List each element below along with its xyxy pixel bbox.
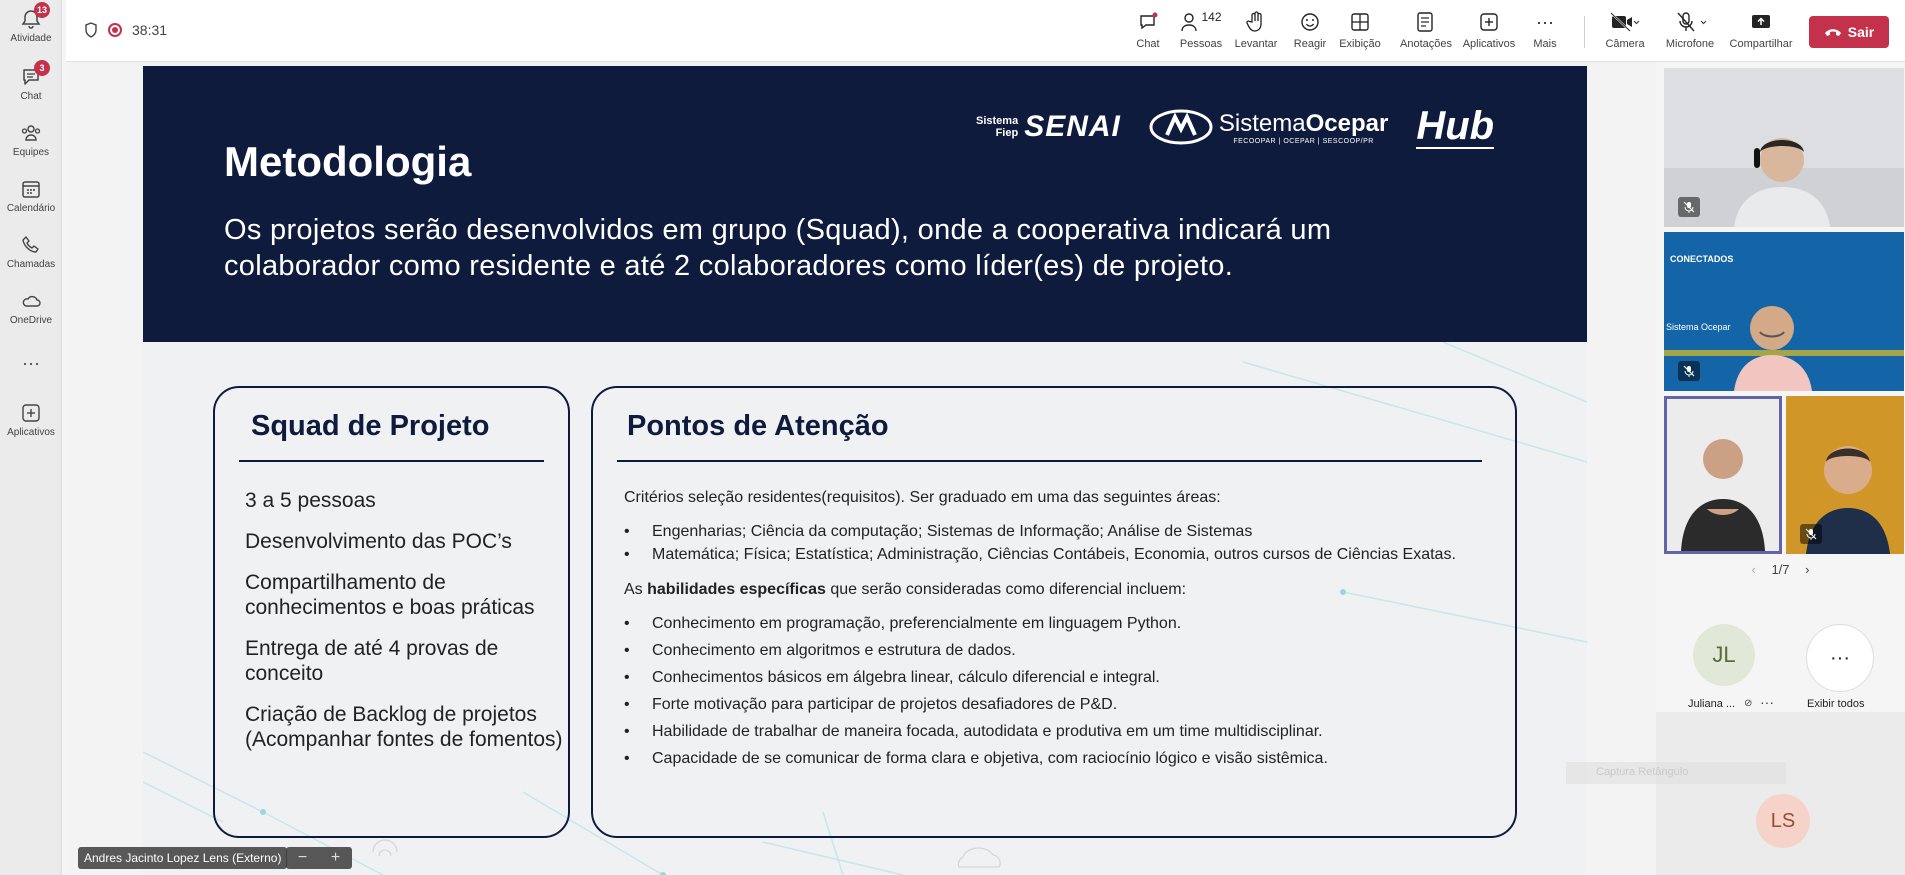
raise-label: Levantar: [1234, 38, 1278, 50]
camera-label: Câmera: [1605, 38, 1645, 50]
skills-post: que serão consideradas como diferencial incluem:: [825, 581, 1187, 598]
rail-item-teams[interactable]: [0, 122, 62, 158]
react-button[interactable]: [1290, 10, 1330, 50]
apps-button[interactable]: [1462, 10, 1516, 50]
notes-button[interactable]: [1400, 10, 1450, 50]
areas-list: [624, 522, 1504, 563]
shared-screen: [66, 62, 1656, 875]
senai-logo: [976, 110, 1121, 144]
rail-label: Aplicativos: [7, 427, 55, 438]
toolbar-divider: [1584, 16, 1585, 48]
calendar-icon: [20, 178, 42, 200]
presenter-name-tag: Andres Jacinto Lopez Lens (Externo): [78, 847, 287, 869]
view-button[interactable]: [1338, 10, 1382, 50]
chevron-left-icon[interactable]: ‹: [1751, 562, 1756, 577]
participant-avatar[interactable]: JL: [1693, 624, 1755, 686]
chevron-right-icon[interactable]: ›: [1805, 562, 1810, 577]
ocepar-logo: [1149, 105, 1388, 149]
more-icon: ···: [1830, 646, 1850, 669]
share-button[interactable]: [1728, 10, 1794, 50]
ocepar-word-2: Ocepar: [1305, 109, 1389, 137]
zoom-out-icon[interactable]: −: [297, 849, 308, 866]
shield-icon: [84, 22, 98, 38]
list-item: Criação de Backlog de projetos (Acompanhar fontes de fomentos): [245, 703, 563, 751]
rail-label: OneDrive: [9, 315, 53, 326]
rail-item-activity[interactable]: [0, 5, 62, 44]
more-icon[interactable]: ···: [1760, 694, 1774, 710]
participant-video-active[interactable]: [1664, 396, 1782, 554]
list-item: 3 a 5 pessoas: [245, 489, 376, 512]
chat-icon: [1128, 10, 1168, 34]
chat-badge: 3: [34, 60, 50, 76]
rail-item-onedrive[interactable]: [0, 290, 62, 326]
bell-icon: [20, 5, 47, 30]
camera-button[interactable]: [1600, 10, 1650, 50]
chat-button[interactable]: [1128, 10, 1168, 50]
attention-card: [591, 386, 1517, 838]
raise-hand-button[interactable]: [1230, 10, 1282, 50]
leave-label: Sair: [1847, 24, 1875, 40]
skills-pre: As: [624, 581, 648, 598]
attention-body: [624, 488, 1504, 782]
list-item: • Conhecimento em algoritmos e estrutura de dados.: [624, 641, 1504, 660]
list-item: Desenvolvimento das POC’s: [245, 530, 512, 553]
banner-text: CONECTADOS: [1670, 254, 1734, 264]
participant-video[interactable]: [1664, 68, 1904, 227]
list-item: • Capacidade de se comunicar de forma clara e objetiva, com raciocínio lógico e visão sistêmica.: [624, 749, 1504, 768]
senai-logo-line: Fiep: [995, 127, 1019, 139]
senai-logo-word: SENAI: [1024, 110, 1121, 143]
mic-off-icon: [1678, 197, 1700, 217]
rail-item-chat[interactable]: [0, 63, 62, 102]
participant-video[interactable]: [1664, 232, 1904, 391]
list-item: • Habilidade de trabalhar de maneira focada, autodidata e produtiva em um time multidisciplinar.: [624, 722, 1504, 741]
skills-intro: [624, 580, 1504, 600]
app-rail: [0, 0, 62, 875]
partner-logos: [976, 102, 1494, 152]
list-item: Entrega de até 4 provas de conceito: [245, 637, 499, 685]
zoom-in-icon[interactable]: +: [330, 849, 341, 866]
timer-text: 38:31: [132, 22, 168, 38]
hub-logo: Hub: [1416, 104, 1495, 148]
hangup-icon: [1824, 27, 1842, 37]
participant-video[interactable]: [1786, 396, 1904, 554]
mic-off-icon: [1660, 10, 1720, 34]
list-item: • Engenharias; Ciência da computação; Sistemas de Informação; Análise de Sistemas: [624, 522, 1504, 541]
senai-logo-line: Sistema: [976, 115, 1019, 127]
rail-item-calls[interactable]: [0, 234, 62, 270]
mic-button[interactable]: [1660, 10, 1720, 50]
mic-off-icon: ⊘: [1744, 698, 1753, 709]
activity-badge: 13: [34, 2, 50, 18]
rail-item-apps[interactable]: [0, 402, 62, 438]
people-button[interactable]: [1176, 10, 1226, 50]
teams-icon: [20, 122, 42, 144]
person-silhouette-icon: [1664, 232, 1904, 391]
list-item: Compartilhamento de conhecimentos e boas práticas: [245, 571, 535, 619]
squad-divider: [239, 460, 544, 462]
attention-divider: [617, 460, 1482, 462]
people-icon: [1176, 10, 1226, 34]
show-all-label: Exibir todos: [1807, 698, 1865, 710]
mic-off-icon: [1678, 361, 1700, 381]
more-label: Mais: [1533, 38, 1557, 50]
skills-list: [624, 614, 1504, 768]
people-label: Pessoas: [1179, 38, 1223, 50]
criteria-text: Critérios seleção residentes(requisitos). Ser graduado em uma das seguintes áreas:: [624, 489, 1221, 506]
skills-bold: habilidades específicas: [647, 581, 826, 598]
grid-icon: [1338, 10, 1382, 34]
add-icon: [20, 402, 42, 424]
squad-list: [245, 488, 565, 768]
phone-icon: [20, 234, 42, 256]
leave-button[interactable]: [1809, 16, 1889, 48]
mic-label: Microfone: [1665, 38, 1715, 50]
person-silhouette-icon: [1667, 399, 1779, 551]
ghost-tooltip: Captura Retângulo: [1566, 762, 1786, 784]
camera-off-icon: [1600, 10, 1650, 34]
slide-title: Metodologia: [224, 138, 472, 185]
chat-label: Chat: [1136, 38, 1160, 50]
participants-panel: [1596, 62, 1905, 875]
list-item: • Matemática; Física; Estatística; Administração, Ciências Contábeis, Economia, outros cursos de Ciências Exatas.: [624, 549, 1504, 560]
rail-item-more[interactable]: [0, 352, 62, 374]
react-label: Reagir: [1293, 38, 1327, 50]
notes-label: Anotações: [1400, 38, 1452, 50]
rail-label: Equipes: [12, 147, 50, 158]
attention-title: Pontos de Atenção: [627, 410, 889, 442]
list-item: • Conhecimento em programação, preferencialmente em linguagem Python.: [624, 614, 1504, 633]
share-label: Compartilhar: [1729, 38, 1793, 50]
rail-label: Chat: [20, 91, 42, 102]
banner-logo: Sistema Ocepar: [1666, 322, 1731, 332]
hand-icon: [1230, 10, 1282, 34]
ocepar-tagline: FECOOPAR | OCEPAR | SESCOOP/PR: [1233, 137, 1374, 145]
participant-avatar: LS: [1756, 794, 1810, 848]
rail-item-calendar[interactable]: [0, 178, 62, 214]
ocepar-word-1: Sistema: [1218, 109, 1306, 137]
slide-subtitle: Os projetos serão desenvolvidos em grupo (Squad), onde a cooperativa indicará um colaborador como residente e até 2 colaboradores como líder(es) de projeto.: [224, 214, 1332, 282]
participant-tile[interactable]: [1596, 712, 1905, 875]
rail-label: Atividade: [10, 33, 52, 44]
add-icon: [1462, 10, 1516, 34]
chat-icon: [20, 63, 45, 88]
more-button[interactable]: [1530, 10, 1560, 50]
list-item: • Conhecimentos básicos em álgebra linear, cálculo diferencial e integral.: [624, 668, 1504, 687]
recording-icon: [108, 23, 122, 37]
presentation-slide: [143, 66, 1587, 875]
more-icon: ···: [22, 353, 40, 373]
slide-header: [143, 66, 1587, 342]
notes-icon: [1400, 10, 1450, 34]
rail-label: Calendário: [6, 203, 56, 214]
list-item: • Forte motivação para participar de projetos desafiadores de P&D.: [624, 695, 1504, 714]
smile-icon: [1290, 10, 1330, 34]
more-icon: ···: [1536, 11, 1554, 32]
show-all-button[interactable]: [1806, 624, 1874, 692]
people-count: 142: [1201, 10, 1222, 24]
squad-card: [213, 386, 570, 838]
rail-label: Chamadas: [6, 259, 56, 270]
zoom-controls: [286, 847, 352, 869]
page-indicator: 1/7: [1771, 562, 1790, 577]
person-silhouette-icon: [1664, 68, 1904, 227]
squad-title: Squad de Projeto: [251, 410, 490, 442]
participant-name: Juliana ...: [1688, 698, 1736, 710]
cloud-icon: [20, 290, 42, 312]
meeting-toolbar: [66, 0, 1905, 62]
view-label: Exibição: [1339, 38, 1381, 50]
share-icon: [1728, 10, 1794, 34]
mic-off-icon: [1800, 524, 1822, 544]
gallery-pager: [1656, 562, 1905, 577]
ocepar-mark-icon: [1149, 105, 1213, 149]
apps-label: Aplicativos: [1462, 38, 1516, 50]
meeting-timer: [84, 22, 167, 38]
